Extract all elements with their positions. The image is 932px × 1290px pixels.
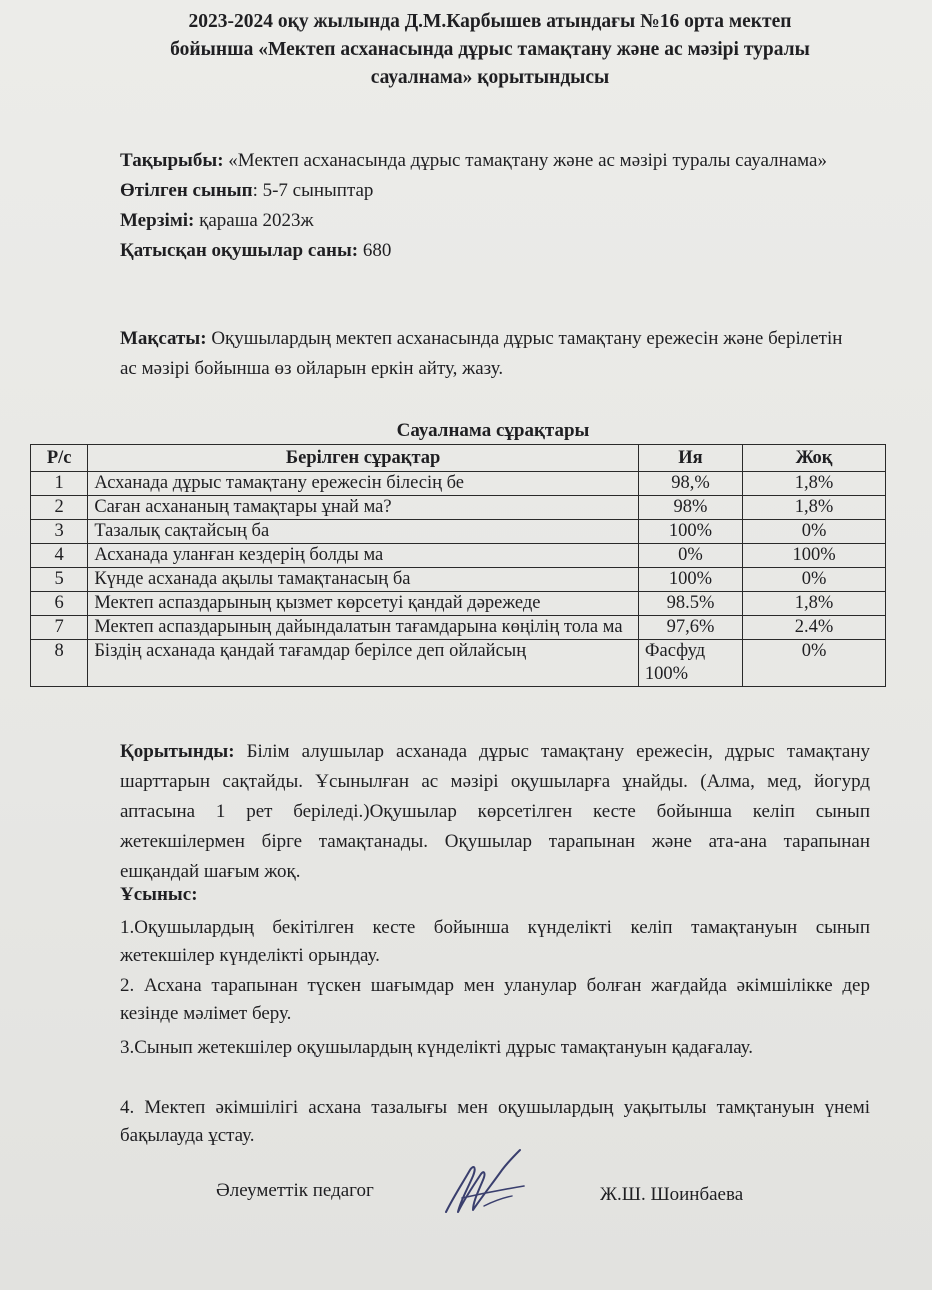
table-title: Сауалнама сұрақтары [396, 420, 590, 441]
row-no: 100% [743, 544, 886, 568]
recommendation-item: 1.Оқушылардың бекітілген кесте бойынша күнделікті келіп тамақтануын сынып жетекшілер күнделікті орындау. [120, 917, 870, 966]
row-yes: 100% [638, 520, 742, 544]
row-yes: 98% [638, 496, 742, 520]
header-num: Р/с [31, 445, 88, 472]
header-yes: Ия [638, 445, 742, 472]
participants-value: 680 [358, 240, 392, 261]
topic-label: Тақырыбы: [120, 150, 224, 171]
table-row [31, 496, 886, 520]
participants-line [120, 236, 880, 266]
row-no: 1,8% [743, 472, 886, 496]
table-row [31, 592, 886, 616]
conclusion-label: Қорытынды: [120, 741, 235, 762]
row-question: Мектеп аспаздарының дайындалатын тағамдарына көңілің тола ма [88, 616, 639, 640]
row-num: 2 [31, 496, 88, 520]
row-no: 0% [743, 640, 886, 687]
row-question: Асханада уланған кездерің болды ма [88, 544, 639, 568]
row-yes: 0% [638, 544, 742, 568]
recommendation-item: 3.Сынып жетекшілер оқушылардың күнделікті дұрыс тамақтануын қадағалау. [120, 1037, 754, 1058]
table-row [31, 568, 886, 592]
row-num: 5 [31, 568, 88, 592]
row-yes: 97,6% [638, 616, 742, 640]
title-line-2: бойынша «Мектеп асханасында дұрыс тамақтану және ас мәзірі туралы [170, 39, 810, 60]
row-no: 1,8% [743, 496, 886, 520]
row-question: Тазалық сақтайсың ба [88, 520, 639, 544]
date-line [120, 206, 880, 236]
title-line-3: сауалнама» қорытындысы [370, 67, 610, 88]
table-row [31, 616, 886, 640]
goal-paragraph [120, 324, 860, 384]
row-num: 8 [31, 640, 88, 687]
row-num: 7 [31, 616, 88, 640]
row-yes: 98,% [638, 472, 742, 496]
grade-line [120, 176, 880, 206]
row-question: Саған асхананың тамақтары ұнай ма? [88, 496, 639, 520]
row-question: Күнде асханада ақылы тамақтанасың ба [88, 568, 639, 592]
goal-value: Оқушылардың мектеп асханасында дұрыс тамақтану ережесін және берілетін ас мәзірі бойынша өз ойларын еркін айту, жазу. [120, 328, 843, 379]
row-yes: 100% [638, 568, 742, 592]
recommendation-item: 2. Асхана тарапынан түскен шағымдар мен уланулар болған жағдайда әкімшілікке дер кезінде мәлімет беру. [120, 975, 870, 1024]
row-num: 3 [31, 520, 88, 544]
conclusion-value: Білім алушылар асханада дұрыс тамақтану ережесін, дұрыс тамақтану шарттарын сақтайды. Ұсынылған ас мәзірі оқушыларға ұнайды. (Алма, мед, йогурд аптасына 1 рет беріледі.)Оқушылар көрсетілген кесте бойынша келіп сынып жетекшілермен бірге тамақтанады. Оқушылар тарапынан және ата-ана тарапынан ешқандай шағым жоқ. [120, 741, 870, 882]
grade-value: : 5-7 сыныптар [252, 180, 374, 201]
date-value: қараша 2023ж [194, 210, 314, 231]
table-row [31, 640, 886, 687]
handwritten-signature [440, 1146, 532, 1224]
row-question: Асханада дұрыс тамақтану ережесін білесің бе [88, 472, 639, 496]
row-yes: 98.5% [638, 592, 742, 616]
topic-value: «Мектеп асханасында дұрыс тамақтану және ас мәзірі туралы сауалнама» [223, 150, 827, 171]
row-question: Біздің асханада қандай тағамдар берілсе деп ойлайсың [88, 640, 639, 687]
table-row [31, 472, 886, 496]
participants-label: Қатысқан оқушылар саны: [120, 240, 359, 261]
title-line-1: 2023-2024 оқу жылында Д.М.Карбышев атындағы №16 орта мектеп [188, 11, 792, 32]
row-no: 0% [743, 568, 886, 592]
header-question: Берілген сұрақтар [88, 445, 639, 472]
signer-role: Әлеуметтік педагог [216, 1180, 374, 1201]
topic-line [120, 146, 880, 176]
row-no: 2.4% [743, 616, 886, 640]
conclusion-paragraph [120, 737, 870, 887]
row-question: Мектеп аспаздарының қызмет көрсетуі қандай дәрежеде [88, 592, 639, 616]
survey-table [30, 444, 886, 687]
table-row [31, 544, 886, 568]
recommendation-item: 4. Мектеп әкімшілігі асхана тазалығы мен оқушылардың уақытылы тамқтануын үнемі бақылауда ұстау. [120, 1097, 870, 1146]
date-label: Мерзімі: [120, 210, 195, 231]
recommendation-heading: Ұсыныс: [120, 884, 198, 905]
survey-meta [120, 146, 880, 266]
grade-label: Өтілген сынып [120, 180, 253, 201]
row-yes: Фасфуд 100% [638, 640, 742, 687]
row-num: 6 [31, 592, 88, 616]
table-header-row [31, 445, 886, 472]
table-row [31, 520, 886, 544]
signer-name: Ж.Ш. Шоинбаева [600, 1184, 744, 1205]
header-no: Жоқ [743, 445, 886, 472]
row-no: 0% [743, 520, 886, 544]
row-no: 1,8% [743, 592, 886, 616]
goal-label: Мақсаты: [120, 328, 207, 349]
row-num: 4 [31, 544, 88, 568]
document-title [40, 8, 932, 92]
row-num: 1 [31, 472, 88, 496]
